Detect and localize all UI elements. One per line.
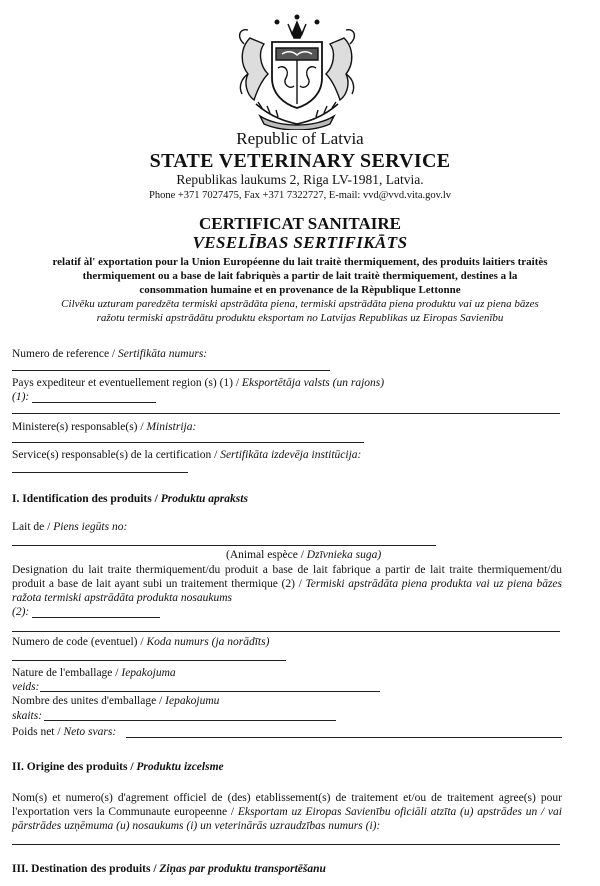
section-1-heading: I. Identification des produits / Produktu apraksts [12, 493, 248, 505]
certificate-description-lv-2: ražotu termiski apstrādātu produktu eksportam no Latvijas Republikas uz Eiropas Savienību [96, 312, 504, 324]
product-designation-input-line-2[interactable] [12, 631, 560, 632]
net-weight-input-line[interactable] [126, 737, 562, 738]
code-number-input-line[interactable] [12, 660, 286, 661]
certificate-description-fr-3: consommation humaine et en provenance de la Rèpublique Lettonne [139, 284, 461, 296]
certificate-description-fr-2: thermiquement ou a base de lait fabriquès a partir de lait traitè thermiquement, destines a la [82, 270, 518, 282]
packaging-type-label: Nature de l'emballage / Iepakojuma [12, 667, 176, 679]
exporting-country-input-line-2[interactable] [12, 413, 560, 414]
reference-number-input-line[interactable] [12, 370, 330, 371]
section-2-heading: II. Origine des produits / Produktu izcelsme [12, 761, 224, 773]
establishment-approval-input-line[interactable] [12, 844, 560, 845]
exporting-country-input-line[interactable] [32, 402, 156, 403]
certificate-title-lv: VESELĪBAS SERTIFIKĀTS [192, 233, 408, 252]
certificate-description-lv-1: Cilvēku uzturam paredzēta termiski apstrādāta piena, termiski apstrādāta piena produktu vai uz piena bāzes [61, 298, 539, 310]
establishment-approval-label: Nom(s) et numero(s) d'agrement officiel de (des) etablissement(s) de traitement et/ou de traitement agree(s) pour l'exportation vers la Communaute europeenne / Eksportam uz Eiropas Savienību oficiāli atzīta (u) apstrādes un / vai pārstrādes uzņēmuma (u) nosaukums (i) un veterinārās uzraudzības numurs (i): [12, 792, 562, 832]
packaging-units-label-2: skaits: [12, 710, 43, 722]
milk-origin-label: Lait de / Piens iegūts no: [12, 521, 128, 533]
coat-of-arms-emblem [222, 8, 372, 130]
animal-species-caption: (Animal espèce / Dzīvnieka suga) [226, 549, 382, 561]
reference-number-label: Numero de reference / Sertifikāta numurs: [12, 348, 208, 360]
service-contacts: Phone +371 7027475, Fax +371 7322727, E-mail: vvd@vvd.vita.gov.lv [149, 190, 451, 201]
country-name: Republic of Latvia [236, 129, 364, 148]
product-designation-footnote: (2): [12, 606, 30, 618]
milk-origin-input-line[interactable] [12, 545, 436, 546]
exporting-country-label: Pays expediteur et eventuellement region (s) (1) / Eksportētāja valsts (un rajons) [12, 377, 385, 389]
code-number-label: Numero de code (eventuel) / Koda numurs (ja norādīts) [12, 636, 270, 648]
packaging-type-label-2: veids: [12, 681, 40, 693]
certificate-title-fr: CERTIFICAT SANITAIRE [198, 214, 402, 233]
packaging-type-input-line[interactable] [40, 691, 380, 692]
packaging-units-label: Nombre des unites d'emballage / Iepakojumu [12, 695, 220, 707]
product-designation-input-line[interactable] [32, 617, 160, 618]
net-weight-label: Poids net / Neto svars: [12, 726, 117, 738]
certification-service-label: Service(s) responsable(s) de la certification / Sertifikāta izdevēja institūcija: [12, 449, 362, 461]
service-address: Republikas laukums 2, Riga LV-1981, Latvia. [176, 172, 424, 187]
service-name: STATE VETERINARY SERVICE [149, 150, 451, 172]
section-3-heading: III. Destination des produits / Ziņas par produktu transportēšanu [12, 863, 326, 875]
certificate-description-fr-1: relatif àl' exportation pour la Union Européenne du lait traitè thermiquement, des produits laitiers traitès [52, 256, 548, 268]
certification-service-input-line[interactable] [12, 472, 188, 473]
exporting-country-footnote: (1): [12, 391, 30, 403]
ministry-input-line[interactable] [12, 442, 364, 443]
product-designation-label: Designation du lait traite thermiquement/du produit a base de lait fabrique a partir de lait traite thermiquement/du produit a base de lait ayant subi un traitement thermique (2) / Termiski apstrādāta piena produkta vai uz piena bāzes ražota termiski apstrādāta produkta nosaukums [12, 564, 562, 604]
packaging-units-input-line[interactable] [44, 720, 336, 721]
ministry-label: Ministere(s) responsable(s) / Ministrija: [12, 421, 197, 433]
